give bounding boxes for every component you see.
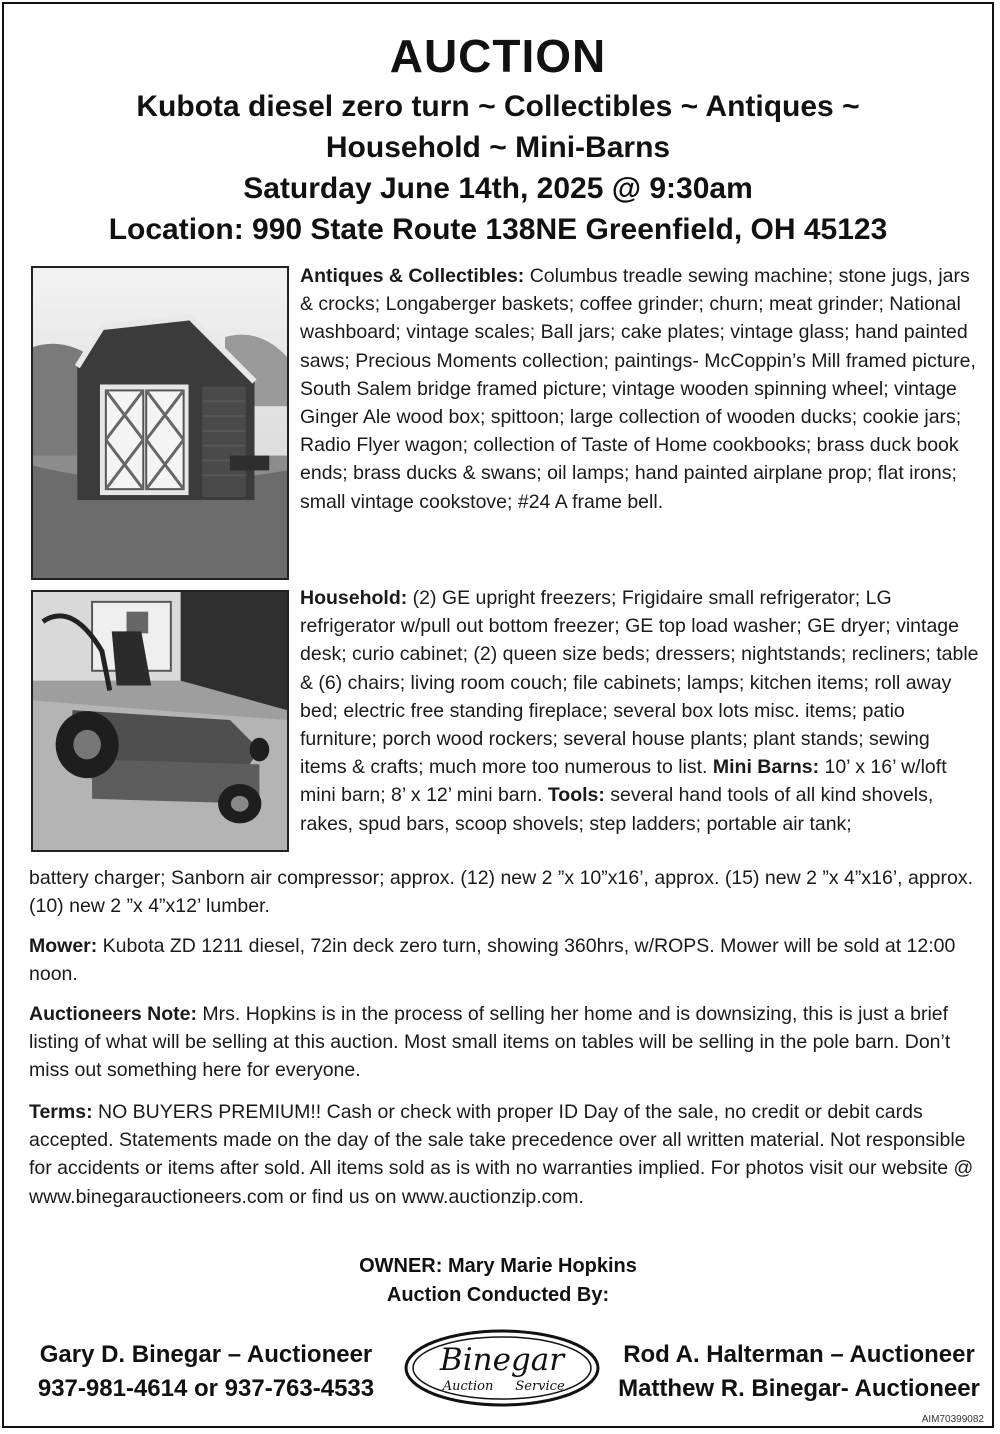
- binegar-logo: [402, 1328, 602, 1408]
- ad-id: AIM70399082: [921, 1414, 984, 1425]
- ad-subtitle: [4, 86, 992, 250]
- household-label: Household:: [300, 587, 408, 609]
- owner-block: [4, 1252, 992, 1310]
- ad-title: AUCTION: [389, 30, 607, 82]
- terms-label: Terms:: [29, 1101, 93, 1123]
- terms-text: NO BUYERS PREMIUM!! Cash or check with proper ID Day of the sale, no credit or debit cards accepted. Statements made on the day of the sale take precedence over all written material. Not responsible for accidents or items after sold. All items sold as is with no warranties implied. For photos visit our website @ www.binegarauctioneers.com or find us on www.auctionzip.com.: [29, 1101, 974, 1208]
- antiques-label: Antiques & Collectibles:: [300, 265, 525, 287]
- auctioneer-left: [26, 1338, 386, 1406]
- auction-ad: [2, 2, 994, 1428]
- tools-text: several hand tools of all kind shovels, rakes, spud bars, scoop shovels; step ladders; portable air tank;: [300, 784, 934, 835]
- mower-label: Mower:: [29, 935, 98, 957]
- tools-label: Tools:: [547, 784, 605, 807]
- mini-barn-photo: [31, 266, 289, 580]
- auction-location: Location: 990 State Route 138NE Greenfield, OH 45123: [108, 213, 888, 246]
- tools-continued: battery charger; Sanborn air compressor; approx. (12) new 2 ”x 10”x16’, approx. (15) new 2 ”x 4”x16’, approx. (10) new 2 ”x 4”x12’ lumber.: [29, 867, 974, 918]
- auctioneers-note-section: [29, 1000, 979, 1085]
- terms-section: [29, 1098, 979, 1211]
- subtitle-line-1: Kubota diesel zero turn ~ Collectibles ~ Antiques ~: [136, 90, 860, 123]
- mower-photo: [31, 590, 289, 852]
- subtitle-line-2: Household ~ Mini-Barns: [325, 131, 671, 164]
- household-text: (2) GE upright freezers; Frigidaire small refrigerator; LG refrigerator w/pull out bottom freezer; GE top load washer; GE dryer; vintage desk; curio cabinet; (2) queen size beds; dressers; nightstands; recliners; table & (6) chairs; living room couch; file cabinets; lamps; kitchen items; roll away bed; electric free standing fireplace; several box lots misc. items; patio furniture; porch wood rockers; several house plants; plant stands; sewing items & crafts; much more too numerous to list.: [300, 587, 979, 779]
- conducted-by: Auction Conducted By:: [386, 1284, 610, 1306]
- owner-line: OWNER: Mary Marie Hopkins: [359, 1255, 637, 1277]
- logo-sub-left: Auction: [442, 1379, 494, 1394]
- antiques-text: Columbus treadle sewing machine; stone jugs, jars & crocks; Longaberger baskets; coffee grinder; churn; meat grinder; National washboard; vintage scales; Ball jars; cake plates; vintage glass; hand painted saws; Precious Moments collection; paintings- McCoppin’s Mill framed picture, South Salem bridge framed picture; vintage wooden spinning wheel; vintage Ginger Ale wood box; spittoon; large collection of wooden ducks; cookie jars; Radio Flyer wagon; collection of Taste of Home cookbooks; brass duck book ends; brass ducks & swans; oil lamps; hand painted airplane prop; flat irons; small vintage cookstove; #24 A frame bell.: [300, 265, 976, 513]
- note-text: Mrs. Hopkins is in the process of selling her home and is downsizing, this is just a brief listing of what will be selling at this auction. Most small items on tables will be selling in the pole barn. Don’t miss out something here for everyone.: [29, 1003, 951, 1082]
- antiques-section: [300, 262, 980, 516]
- auctioneer-right-name-2: Matthew R. Binegar- Auctioneer: [618, 1375, 980, 1402]
- logo-sub-right: Service: [515, 1379, 565, 1394]
- mini-barns-label: Mini Barns:: [712, 756, 820, 779]
- mower-text: Kubota ZD 1211 diesel, 72in deck zero turn, showing 360hrs, w/ROPS. Mower will be sold at 12:00 noon.: [29, 935, 956, 986]
- auctioneer-right: [604, 1338, 994, 1406]
- note-label: Auctioneers Note:: [29, 1003, 197, 1025]
- mini-barns-text: 10’ x 16’ w/loft mini barn; 8’ x 12’ mini barn.: [300, 756, 947, 807]
- auctioneer-right-name-1: Rod A. Halterman – Auctioneer: [623, 1341, 975, 1368]
- logo-name: Binegar: [439, 1342, 565, 1378]
- auctioneer-left-phone: 937-981-4614 or 937-763-4533: [37, 1375, 375, 1402]
- auctioneer-left-name: Gary D. Binegar – Auctioneer: [39, 1341, 373, 1368]
- auction-date: Saturday June 14th, 2025 @ 9:30am: [243, 172, 753, 205]
- mower-section: [29, 932, 979, 988]
- household-section: [300, 584, 980, 838]
